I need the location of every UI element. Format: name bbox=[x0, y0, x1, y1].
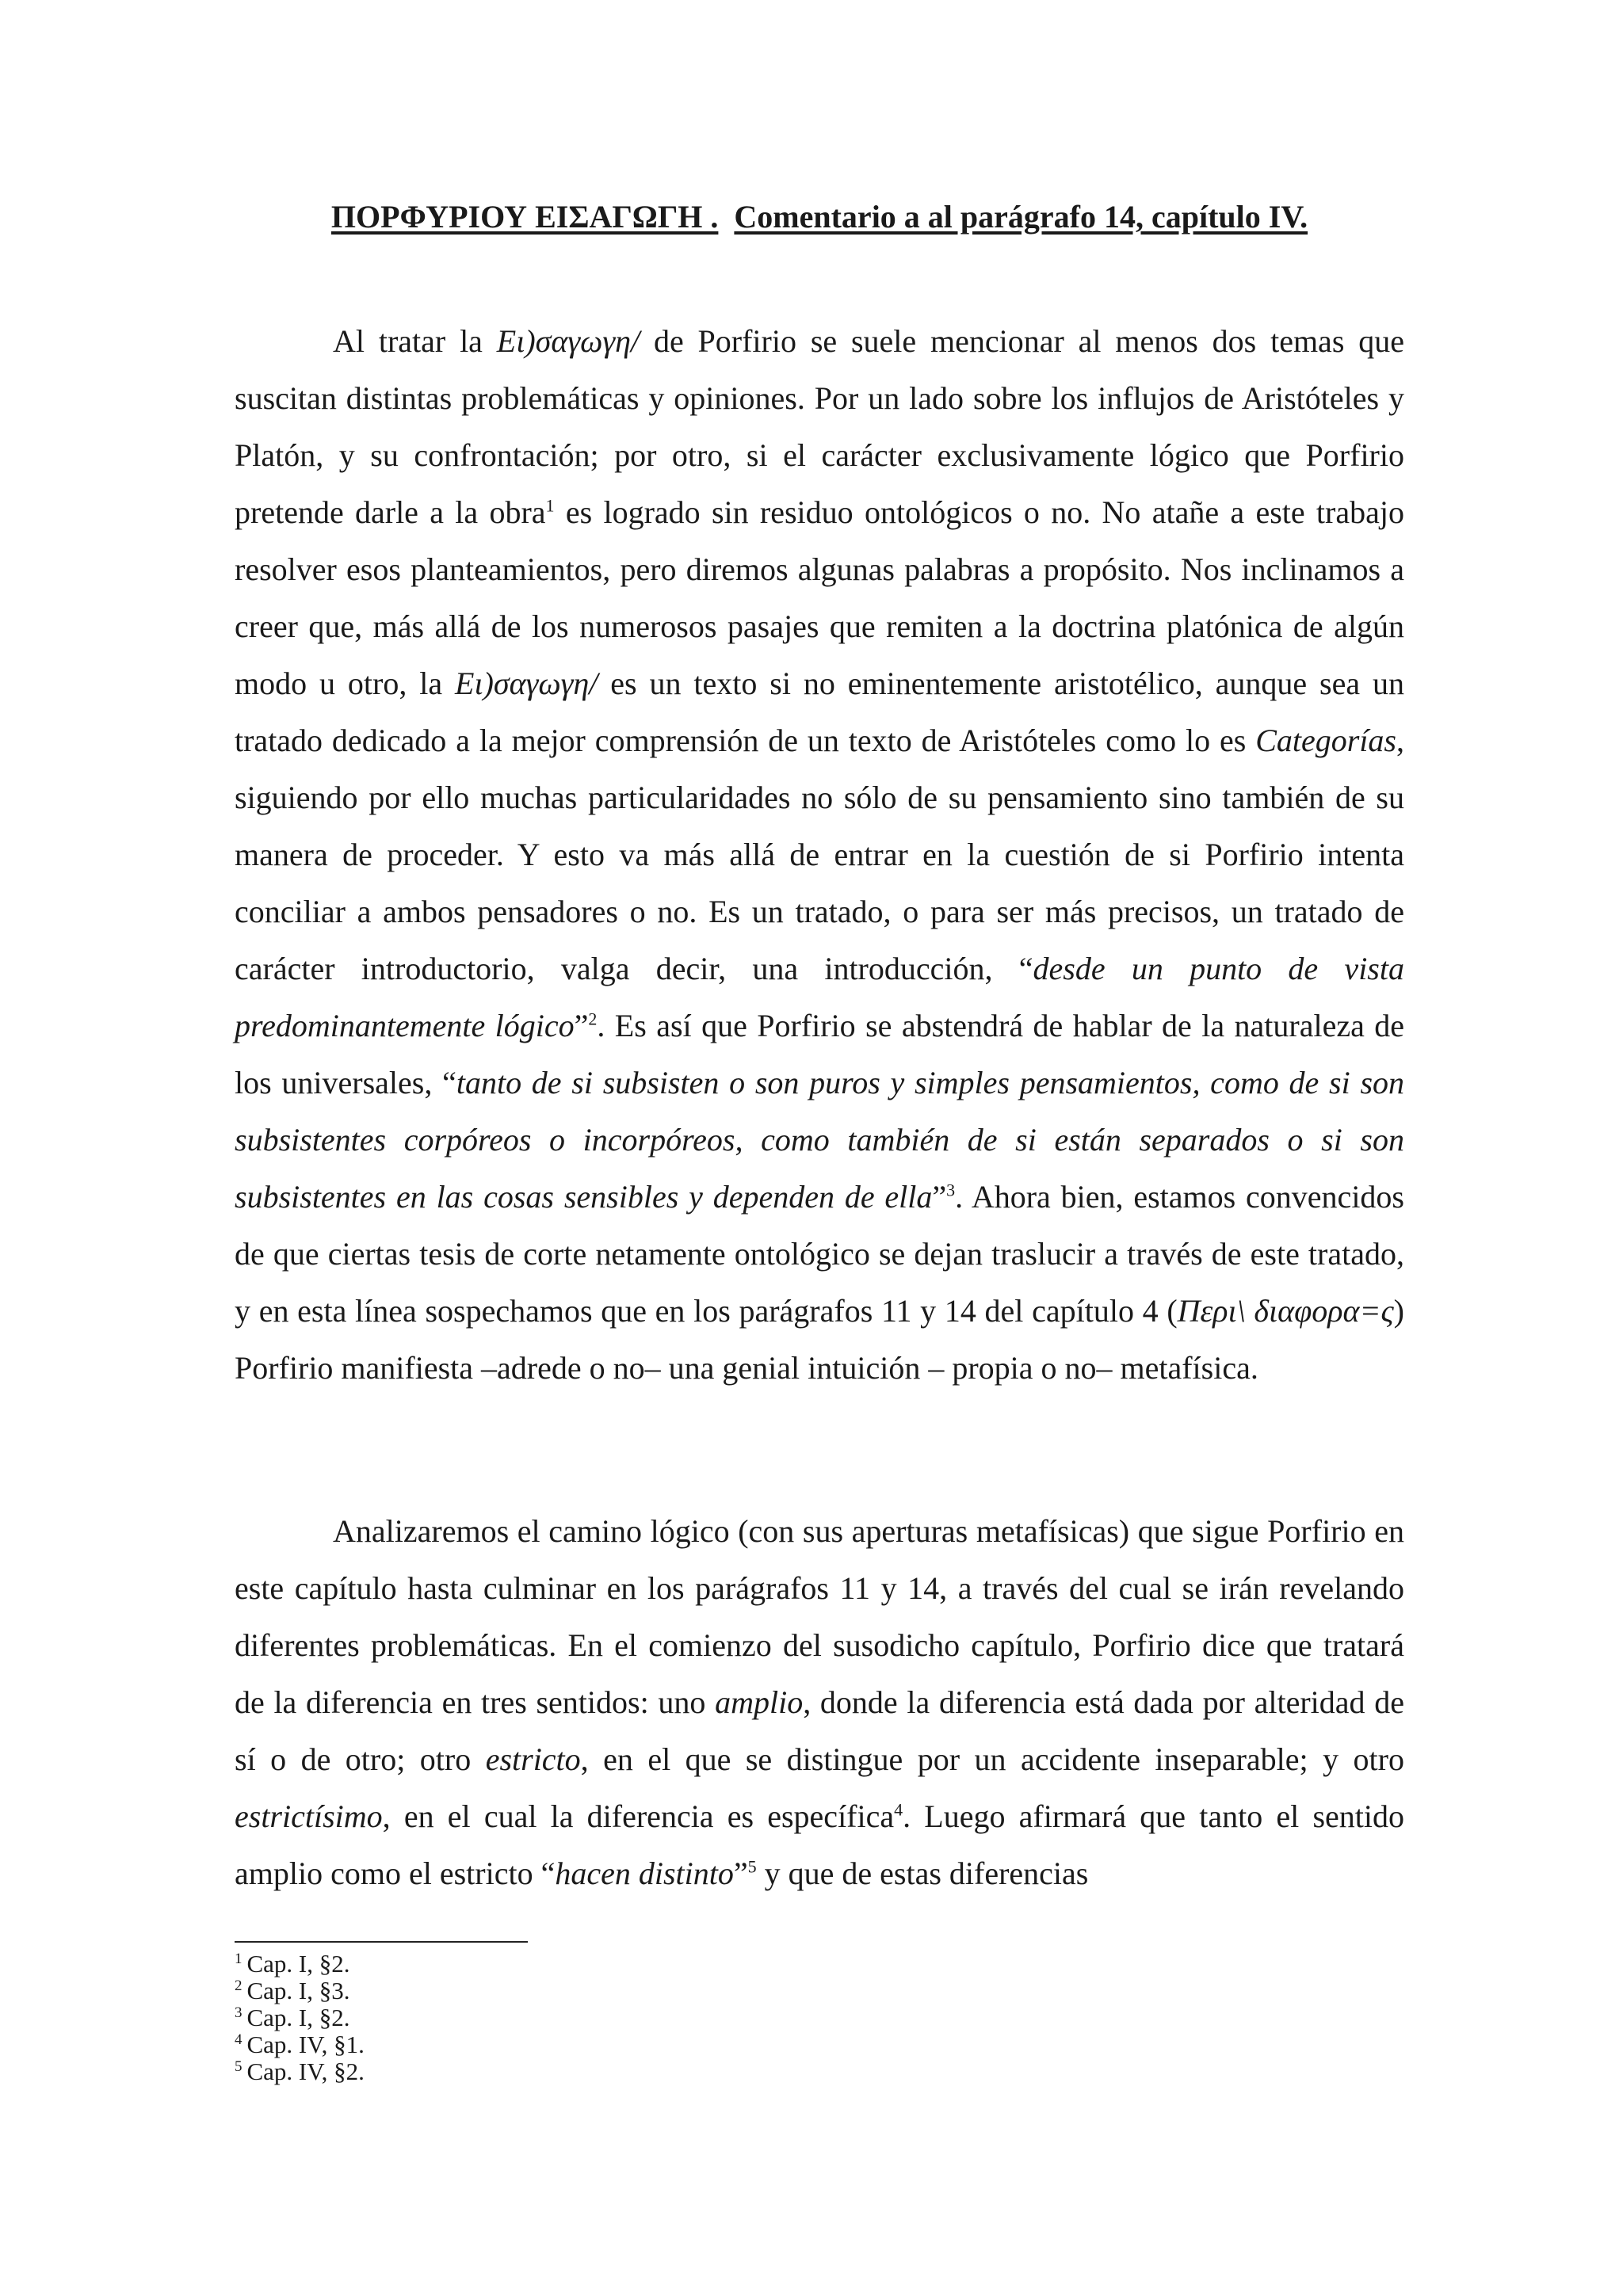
italic-term: amplio bbox=[715, 1684, 804, 1720]
footnote-ref[interactable]: 1 bbox=[545, 495, 555, 516]
text-run: . Es así que Porfirio se abstendrá de hablar de la naturaleza de los universales, “ bbox=[235, 1008, 1404, 1100]
footnote-ref[interactable]: 2 bbox=[588, 1009, 598, 1029]
text-run: y que de estas diferencias bbox=[756, 1855, 1089, 1891]
footnote-number: 3 bbox=[235, 2004, 242, 2021]
text-run: es logrado sin residuo ontológicos o no. No atañe a este trabajo resolver esos planteamientos, pero diremos algunas palabras a propósito. Nos inclinamos a creer que, más allá de los numerosos pasajes que remiten a la doctrina platónica de algún modo u otro, la bbox=[235, 494, 1404, 701]
paragraph-2 bbox=[235, 1503, 1404, 1902]
footnote-number: 2 bbox=[235, 1977, 242, 1994]
text-run: , siguiendo por ello muchas particularidades no sólo de su pensamiento sino también de su manera de proceder. Y esto va más allá de entrar en la cuestión de si Porfirio intenta conciliar a ambos pensadores o no. Es un tratado, o para ser más precisos, un tratado de carácter introductorio, valga decir, una introducción, “ bbox=[235, 723, 1404, 986]
text-run: ” bbox=[932, 1179, 947, 1215]
greek-term: Ει)σαγωγη/ bbox=[496, 323, 640, 359]
text-run: Al tratar la bbox=[333, 323, 497, 359]
footnote-2 bbox=[235, 1978, 869, 2004]
footnote-number: 4 bbox=[235, 2031, 242, 2048]
text-run: , en el cual la diferencia es específica bbox=[382, 1798, 895, 1834]
footnote-separator bbox=[235, 1941, 528, 1943]
text-run: . Ahora bien, estamos convencidos de que ciertas tesis de corte netamente ontológico se dejan traslucir a través de este tratado, y en esta línea sospechamos que en los parágrafos 11 y 14 del capítulo 4 ( bbox=[235, 1179, 1404, 1329]
footnote-text: Cap. IV, §2. bbox=[246, 2058, 365, 2085]
title-greek: ΠΟΡΦΥΡΙΟΥ ΕΙΣΑΓΩΓΗ . bbox=[330, 199, 719, 235]
paragraph-1 bbox=[235, 313, 1404, 1397]
footnote-ref[interactable]: 3 bbox=[946, 1180, 956, 1200]
italic-quote: hacen distinto bbox=[555, 1855, 734, 1891]
footnote-1 bbox=[235, 1951, 869, 1978]
italic-quote: desde un punto de vista predominantemente lógico bbox=[235, 951, 1404, 1043]
text-run: . Luego afirmará que tanto el sentido amplio como el estricto “ bbox=[235, 1798, 1404, 1891]
footnote-3 bbox=[235, 2004, 869, 2031]
text-run: ) Porfirio manifiesta –adrede o no– una genial intuición – propia o no– metafísica. bbox=[235, 1293, 1404, 1386]
page-title bbox=[235, 196, 1404, 238]
footnote-number: 5 bbox=[235, 2058, 242, 2075]
footnote-text: Cap. I, §2. bbox=[246, 1950, 350, 1978]
text-run: , en el que se distingue por un accidente inseparable; y otro bbox=[580, 1741, 1404, 1777]
greek-term: Ει)σαγωγη/ bbox=[455, 666, 598, 701]
italic-term: estricto bbox=[485, 1741, 581, 1777]
text-run: ” bbox=[574, 1008, 589, 1043]
footnote-number: 1 bbox=[235, 1950, 242, 1967]
italic-title: Categorías bbox=[1255, 723, 1396, 758]
footnote-ref[interactable]: 5 bbox=[747, 1856, 757, 1877]
title-spanish: Comentario a al parágrafo 14, capítulo IV. bbox=[734, 199, 1308, 235]
text-run: de Porfirio se suele mencionar al menos dos temas que suscitan distintas problemáticas y opiniones. Por un lado sobre los influjos de Aristóteles y Platón, y su confrontación; por otro, si el carácter exclusivamente lógico que Porfirio pretende darle a la obra bbox=[235, 323, 1404, 530]
text-run: ” bbox=[733, 1855, 748, 1891]
text-run: , donde la diferencia está dada por alteridad de sí o de otro; otro bbox=[235, 1684, 1404, 1777]
footnote-5 bbox=[235, 2058, 869, 2085]
footnote-text: Cap. IV, §1. bbox=[246, 2031, 365, 2058]
footnote-text: Cap. I, §3. bbox=[246, 1977, 350, 2004]
footnote-4 bbox=[235, 2031, 869, 2058]
footnotes bbox=[235, 1951, 869, 2085]
footnote-text: Cap. I, §2. bbox=[246, 2004, 350, 2031]
text-run: Analizaremos el camino lógico (con sus aperturas metafísicas) que sigue Porfirio en este capítulo hasta culminar en los parágrafos 11 y 14, a través del cual se irán revelando diferentes problemáticas. En el comienzo del susodicho capítulo, Porfirio dice que tratará de la diferencia en tres sentidos: uno bbox=[235, 1513, 1404, 1720]
footnote-ref[interactable]: 4 bbox=[894, 1799, 903, 1820]
italic-term: estrictísimo bbox=[235, 1798, 383, 1834]
greek-term: Περι\ διαφορα=ς bbox=[1177, 1293, 1394, 1329]
italic-quote: tanto de si subsisten o son puros y simples pensamientos, como de si son subsistentes corpóreos o incorpóreos, como también de si están separados o si son subsistentes en las cosas sensibles y dependen de ella bbox=[235, 1065, 1405, 1215]
text-run: es un texto si no eminentemente aristotélico, aunque sea un tratado dedicado a la mejor comprensión de un texto de Aristóteles como lo es bbox=[235, 666, 1404, 758]
